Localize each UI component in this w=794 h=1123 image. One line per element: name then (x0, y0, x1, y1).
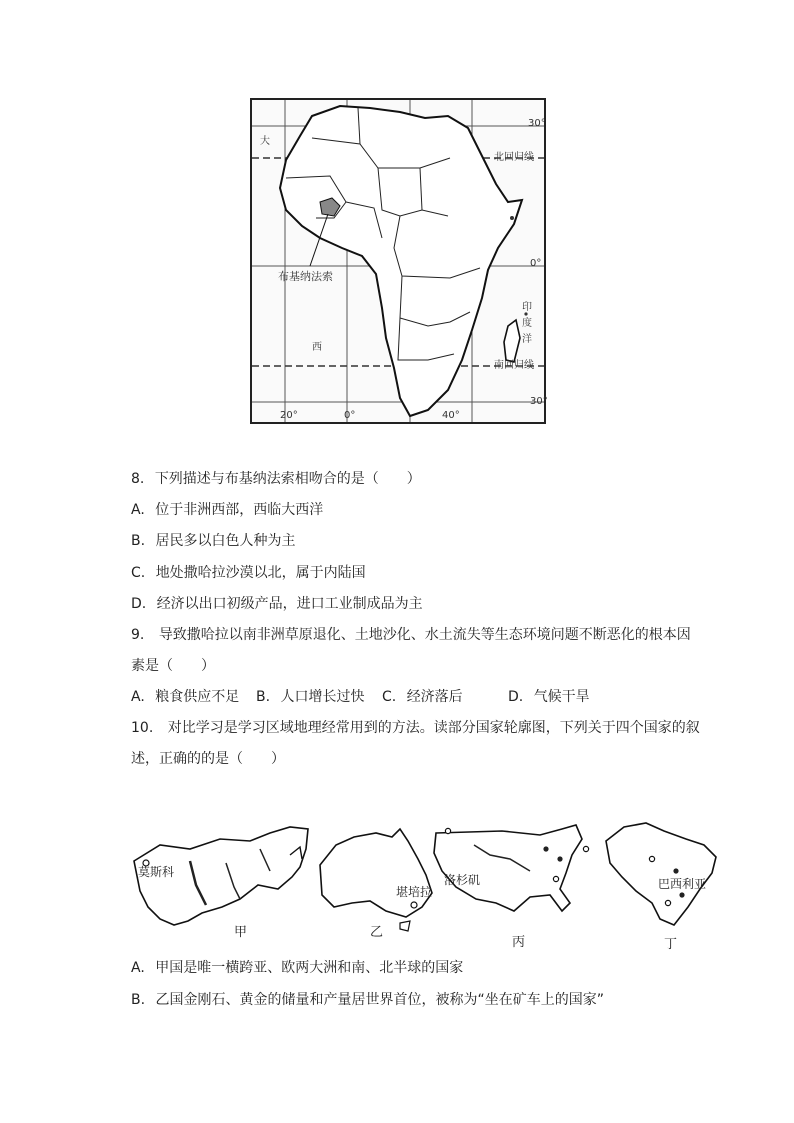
option-letter: C. (131, 565, 146, 581)
country-outline-strip (130, 815, 720, 950)
lon-label-40e: 40° (442, 410, 460, 421)
question-9-stem (131, 626, 691, 644)
option-text: 经济以出口初级产品，进口工业制成品为主 (156, 596, 423, 612)
africa-map (250, 98, 546, 424)
option-text: 粮食供应不足 (155, 689, 240, 705)
question-8-option-b (131, 532, 296, 550)
option-letter: B. (131, 992, 146, 1008)
country-name-bing: 丙 (512, 935, 526, 950)
question-10-option-b (131, 991, 604, 1009)
lat-label-30s: 30° (530, 396, 548, 407)
africa-map-graphic (250, 98, 546, 424)
ocean-label-yin: 印 (522, 302, 532, 313)
question-10-text-line-2: 述，正确的的是（ ） (131, 751, 285, 767)
question-8-option-c (131, 564, 366, 582)
question-9-option-c (382, 688, 463, 706)
lat-label-tropic-cancer: 北回归线 (494, 152, 534, 163)
option-letter: A. (131, 960, 145, 976)
lon-label-0: 0° (344, 410, 356, 421)
lat-label-equator: 0° (530, 258, 542, 269)
question-9-number: 9. (131, 627, 145, 643)
option-letter: D. (508, 689, 524, 705)
option-text: 气候干旱 (533, 689, 590, 705)
lat-label-tropic-capricorn: 南回归线 (494, 360, 534, 371)
ocean-label-da: 大 (260, 136, 270, 147)
question-9-text-line-2: 素是（ ） (131, 658, 215, 674)
option-letter: D. (131, 596, 147, 612)
ocean-label-xi: 西 (312, 342, 322, 353)
ocean-label-yang: 洋 (522, 334, 532, 345)
question-10-text-line-1: 对比学习是学习区域地理经常用到的方法。读部分国家轮廓图，下列关于四个国家的叙 (167, 720, 700, 736)
option-text: 居民多以白色人种为主 (155, 533, 296, 549)
question-8-stem (131, 470, 421, 488)
question-8-option-a (131, 501, 323, 519)
question-9-option-d (508, 688, 590, 706)
city-label-canberra: 堪培拉 (396, 885, 433, 899)
question-9-options-row (131, 688, 239, 706)
question-10-stem (131, 719, 700, 737)
question-9-text-line-1: 导致撒哈拉以南非洲草原退化、土地沙化、水土流失等生态环境问题不断恶化的根本因 (158, 627, 691, 643)
option-text: 乙国金刚石、黄金的储量和产量居世界首位，被称为“坐在矿车上的国家” (155, 992, 605, 1008)
option-text: 甲国是唯一横跨亚、欧两大洲和南、北半球的国家 (155, 960, 464, 976)
question-8-text: 下列描述与布基纳法索相吻合的是（ ） (154, 471, 421, 487)
country-name-jia: 甲 (234, 925, 248, 940)
lat-label-30n: 30° (528, 118, 546, 129)
option-text: 经济落后 (406, 689, 463, 705)
city-label-brasilia: 巴西利亚 (658, 877, 707, 891)
question-10-number: 10. (131, 720, 154, 736)
question-9-option-b (256, 688, 365, 706)
city-label-moscow: 莫斯科 (138, 865, 175, 879)
option-letter: A. (131, 502, 145, 518)
question-10-option-a (131, 959, 463, 977)
country-name-ding: 丁 (664, 937, 678, 952)
option-text: 人口增长过快 (280, 689, 365, 705)
ocean-label-du: 度 (522, 318, 532, 329)
city-label-los-angeles: 洛杉矶 (444, 873, 481, 887)
option-text: 位于非洲西部，西临大西洋 (155, 502, 324, 518)
option-letter: B. (256, 689, 271, 705)
option-letter: C. (382, 689, 397, 705)
country-label-burkina-faso: 布基纳法索 (278, 270, 333, 283)
question-8-number: 8. (131, 471, 145, 487)
option-letter: B. (131, 533, 146, 549)
option-letter: A. (131, 689, 145, 705)
lon-label-20w: 20° (280, 410, 298, 421)
option-text: 地处撒哈拉沙漠以北，属于内陆国 (155, 565, 366, 581)
question-8-option-d (131, 595, 423, 613)
country-name-yi: 乙 (370, 925, 384, 940)
